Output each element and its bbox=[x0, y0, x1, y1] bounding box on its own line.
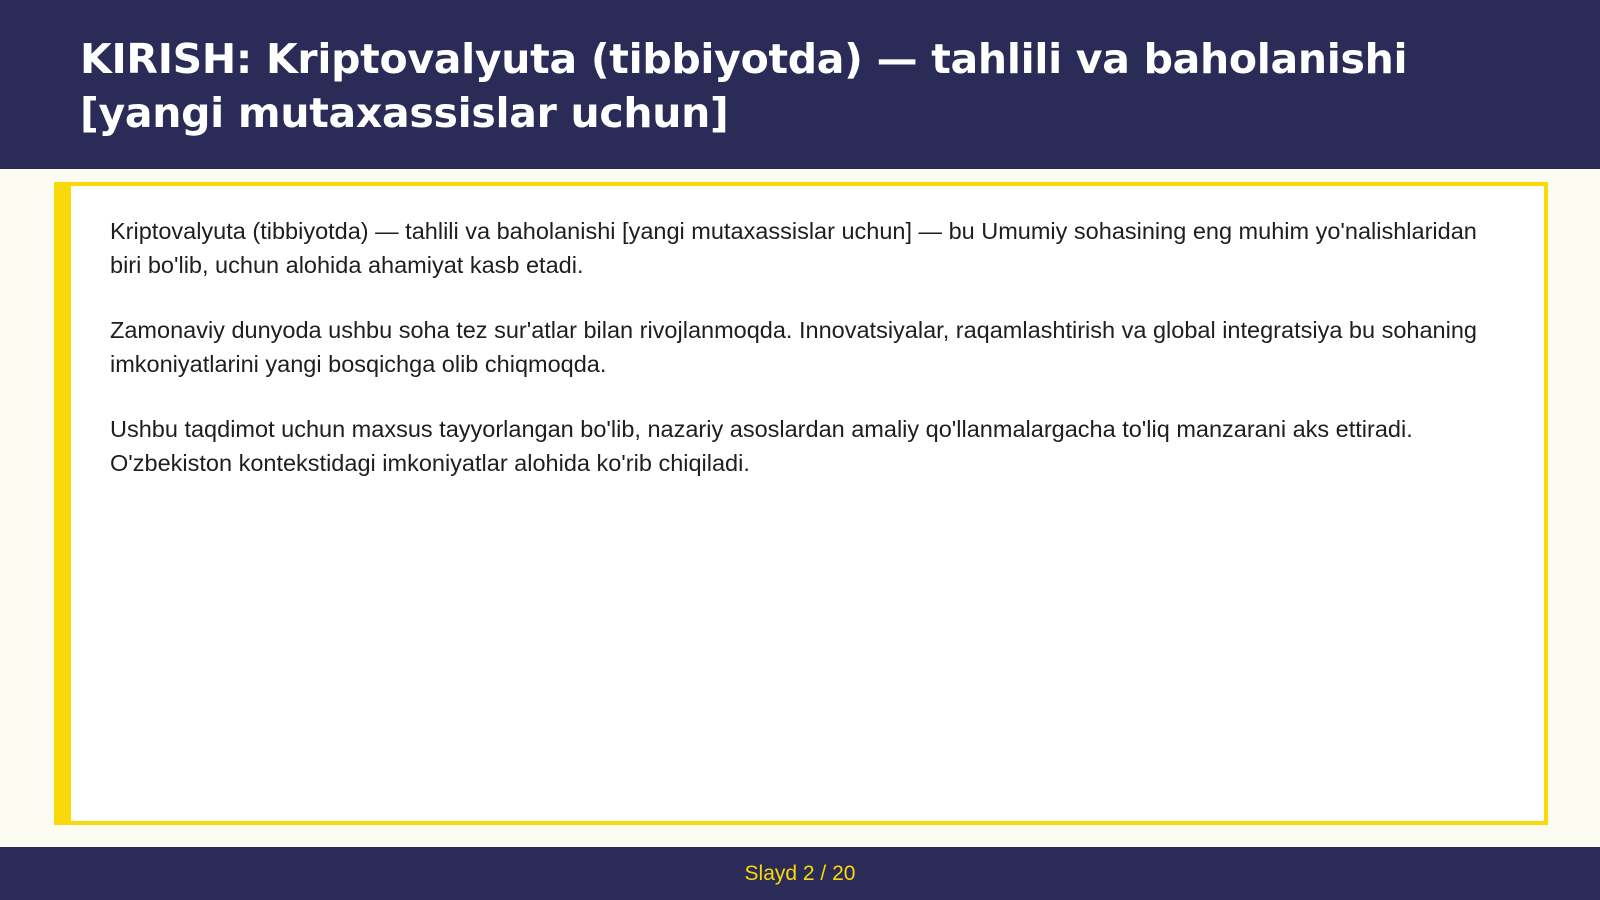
paragraph-presentation-purpose: Ushbu taqdimot uchun maxsus tayyorlangan bo'lib, nazariy asoslardan amaliy qo'llanmalargacha to'liq manzarani aks ettiradi. O'zbekiston kontekstidagi imkoniyatlar alohida ko'rib chiqiladi. bbox=[110, 416, 1413, 476]
slide-title: KIRISH: Kriptovalyuta (tibbiyotda) — tahlili va baholanishi [yangi mutaxassislar uchun] bbox=[80, 35, 1408, 137]
slide-counter: Slayd 2 / 20 bbox=[744, 861, 856, 885]
slide-footer bbox=[0, 847, 1600, 900]
content-card bbox=[54, 182, 1548, 825]
paragraph-intro: Kriptovalyuta (tibbiyotda) — tahlili va baholanishi [yangi mutaxassislar uchun] — bu Umumiy sohasining eng muhim yo'nalishlaridan biri bo'lib, uchun alohida ahamiyat kasb etadi. bbox=[110, 218, 1477, 278]
paragraph-modern-world: Zamonaviy dunyoda ushbu soha tez sur'atlar bilan rivojlanmoqda. Innovatsiyalar, raqamlashtirish va global integratsiya bu sohaning imkoniyatlarini yangi bosqichga olib chiqmoqda. bbox=[110, 317, 1477, 377]
slide-header bbox=[0, 0, 1600, 169]
